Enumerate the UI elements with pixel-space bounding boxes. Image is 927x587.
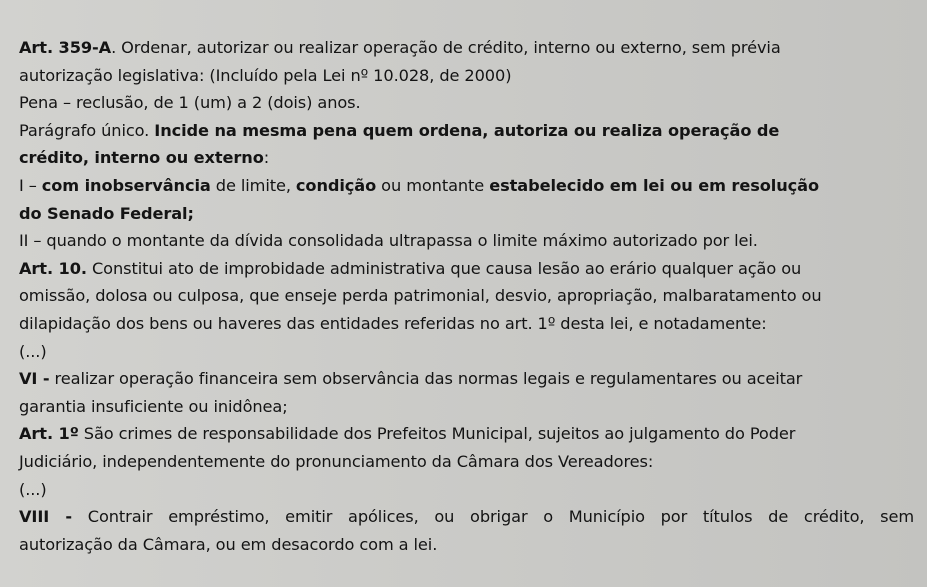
text: realizar operação financeira sem observância das normas legais e regulamentares ou aceitar [49, 369, 803, 389]
text: II – quando o montante da dívida consolidada ultrapassa o limite máximo autorizado por lei. [19, 231, 758, 251]
text: (...) [19, 479, 47, 499]
text: I – [19, 175, 42, 195]
text-line [19, 89, 917, 117]
text: autorização legislativa: (Incluído pela Lei nº 10.028, de 2000) [19, 65, 512, 85]
text-line [19, 365, 917, 393]
bold-text: Incide na mesma pena quem ordena, autoriza ou realiza operação de [154, 120, 780, 140]
text: Contrair empréstimo, emitir apólices, ou obrigar o Município por títulos de crédito, sem [72, 507, 915, 527]
text-line [19, 420, 917, 448]
legal-text [19, 34, 917, 558]
text: Pena – reclusão, de 1 (um) a 2 (dois) anos. [19, 93, 361, 113]
bold-text: VIII - [19, 507, 73, 527]
text-line [19, 117, 917, 145]
text: Parágrafo único. [19, 120, 155, 140]
text-line [19, 448, 917, 476]
bold-text: com inobservância [41, 175, 211, 195]
text: omissão, dolosa ou culposa, que enseje perda patrimonial, desvio, apropriação, malbaratamento ou [19, 286, 822, 306]
text: São crimes de responsabilidade dos Prefeitos Municipal, sujeitos ao julgamento do Poder [78, 424, 796, 444]
text-line [19, 531, 917, 559]
text-line [19, 310, 917, 338]
bold-text: Art. 1º [19, 424, 79, 444]
text-line [19, 62, 917, 90]
text-line [19, 476, 917, 504]
text-line [19, 144, 917, 172]
text: : [263, 148, 270, 168]
text: Judiciário, independentemente do pronunciamento da Câmara dos Vereadores: [19, 451, 654, 471]
text-line [19, 227, 917, 255]
bold-text: crédito, interno ou externo [19, 148, 264, 168]
text-line [19, 393, 917, 421]
bold-text: VI - [19, 369, 50, 389]
text: (...) [19, 341, 47, 361]
bold-text: Art. 10. [19, 258, 87, 278]
text: de limite, [210, 175, 296, 195]
text-line [19, 34, 917, 62]
text-line [19, 200, 917, 228]
text: ou montante [376, 175, 490, 195]
text: Constitui ato de improbidade administrativa que causa lesão ao erário qualquer ação ou [86, 258, 802, 278]
text-line [19, 282, 917, 310]
bold-text: do Senado Federal; [19, 203, 194, 223]
bold-text: estabelecido em lei ou em resolução [489, 175, 819, 195]
text-line [19, 338, 917, 366]
bold-text: Art. 359-A [19, 38, 112, 57]
text: dilapidação dos bens ou haveres das entidades referidas no art. 1º desta lei, e notadamente: [19, 313, 767, 333]
text-line [19, 255, 917, 283]
bold-text: condição [295, 175, 377, 195]
text-line [19, 503, 914, 531]
text-line [19, 172, 917, 200]
text: . Ordenar, autorizar ou realizar operação de crédito, interno ou externo, sem prévia [111, 38, 781, 57]
text: autorização da Câmara, ou em desacordo com a lei. [19, 534, 438, 554]
text: garantia insuficiente ou inidônea; [19, 396, 288, 416]
